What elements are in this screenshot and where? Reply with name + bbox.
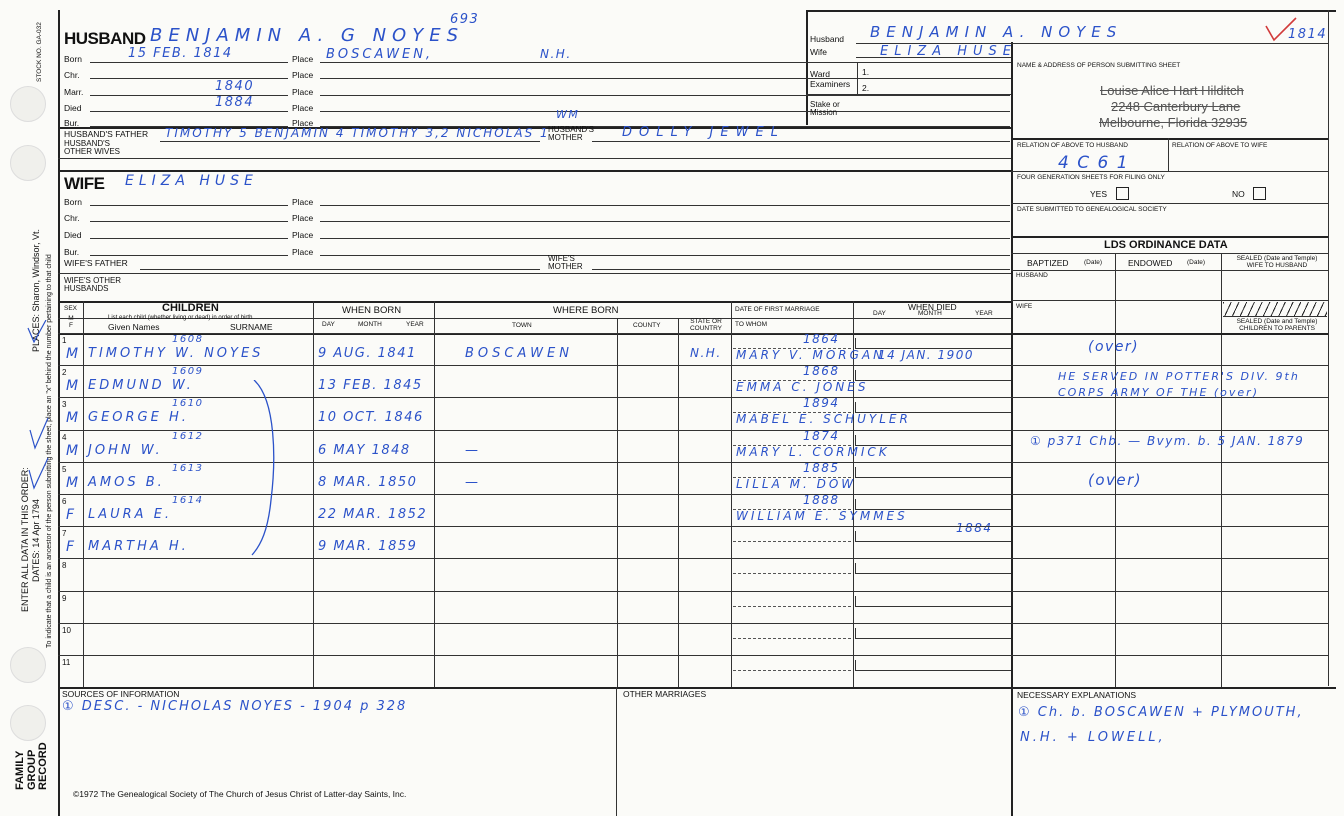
child-name: AMOS B. xyxy=(88,475,165,490)
sealed-wife-header: SEALED (Date and Temple) WIFE TO HUSBAND xyxy=(1236,255,1318,269)
r-husband-label: Husband xyxy=(810,34,845,44)
state-country-header: STATE OR COUNTRY xyxy=(689,318,723,332)
child-born: 9 AUG. 1841 xyxy=(318,346,417,361)
child-town: — xyxy=(465,475,482,490)
hw-note-served: HE SERVED IN POTTER'S DIV. 9th CORPS ARMY OF THE (over) xyxy=(1058,370,1300,399)
year-header: YEAR xyxy=(406,321,424,328)
child-sex: F xyxy=(66,539,76,555)
place-label: Place xyxy=(292,54,314,64)
lds-ordinance-heading: LDS ORDINANCE DATA xyxy=(1104,239,1228,251)
child-row-line xyxy=(58,655,1011,656)
child-marriage-dash xyxy=(733,638,851,639)
four-gen-label: FOUR GENERATION SHEETS FOR FILING ONLY xyxy=(1017,174,1165,181)
child-number: 1 xyxy=(62,336,67,345)
child-born: 10 OCT. 1846 xyxy=(318,410,424,425)
ward-label: Ward xyxy=(810,69,830,79)
hw-wm-note: WM xyxy=(556,108,580,121)
hw-note-p371: ① p371 Chb. — Bvym. b. 5 JAN. 1879 xyxy=(1030,434,1305,448)
necessary-explanations-label: NECESSARY EXPLANATIONS xyxy=(1017,690,1137,700)
child-town: BOSCAWEN xyxy=(465,346,573,361)
child-marriage-year: 1888 xyxy=(803,493,840,507)
hw-relation: 4 C 6 1 xyxy=(1058,153,1130,173)
child-died-tick xyxy=(855,338,856,348)
child-died-tick xyxy=(855,531,856,541)
punch-hole xyxy=(10,86,46,122)
child-spouse: WILLIAM E. SYMMES xyxy=(736,509,908,523)
child-name: EDMUND W. xyxy=(88,378,194,393)
child-died-tick xyxy=(855,402,856,412)
lds-husband-label: HUSBAND xyxy=(1016,272,1048,279)
punch-hole xyxy=(10,145,46,181)
stake-label: Stake or Mission xyxy=(810,100,840,118)
child-died: 1884 xyxy=(956,521,993,535)
child-born: 13 FEB. 1845 xyxy=(318,378,423,393)
to-whom-header: TO WHOM xyxy=(735,321,768,328)
child-id: 1608 xyxy=(172,334,204,345)
day-header: DAY xyxy=(322,321,335,328)
child-sex: M xyxy=(66,378,80,394)
endowed-date-header: (Date) xyxy=(1187,259,1206,266)
hw-born-state: N.H. xyxy=(540,47,572,61)
red-checkmark xyxy=(1264,16,1298,47)
child-number: 6 xyxy=(62,497,67,506)
relation-wife-label: RELATION OF ABOVE TO WIFE xyxy=(1172,142,1268,149)
when-died-header: WHEN DIED xyxy=(908,302,957,312)
child-name: MARTHA H. xyxy=(88,539,189,554)
family-group-record: FAMILY GROUP RECORD xyxy=(14,742,50,790)
r-wife-label: Wife xyxy=(810,47,827,57)
date-submitted-label: DATE SUBMITTED TO GENEALOGICAL SOCIETY xyxy=(1017,206,1167,213)
children-header: CHILDREN xyxy=(162,302,219,314)
sealed-hatch xyxy=(1223,302,1327,317)
child-id: 1613 xyxy=(172,463,204,474)
mf-header: M F xyxy=(68,315,74,329)
examiners-label: Examiners xyxy=(810,79,851,89)
husband-died-label: Died xyxy=(64,103,82,113)
child-id: 1612 xyxy=(172,431,204,442)
examiner-2-label: 2. xyxy=(862,83,870,93)
submitter-name: Louise Alice Hart Hilditch xyxy=(1100,83,1244,98)
husbands-mother-label: HUSBAND'S MOTHER xyxy=(548,125,594,143)
lds-wife-label: WIFE xyxy=(1016,303,1033,310)
child-row-line xyxy=(58,558,1011,559)
name-address-label: NAME & ADDRESS OF PERSON SUBMITTING SHEET xyxy=(1017,62,1181,69)
place-label: Place xyxy=(292,230,314,240)
hw-wife-name: ELIZA HUSE xyxy=(125,173,258,189)
child-died-line xyxy=(855,380,1011,381)
child-died-line xyxy=(855,638,1011,639)
lds-row-line xyxy=(1011,494,1328,495)
place-label: Place xyxy=(292,213,314,223)
other-marriages-label: OTHER MARRIAGES xyxy=(623,689,707,699)
child-name: JOHN W. xyxy=(88,443,163,458)
child-row-line xyxy=(58,526,1011,527)
hw-note-over-1: (over) xyxy=(1088,339,1140,355)
child-number: 10 xyxy=(62,626,71,635)
place-label: Place xyxy=(292,70,314,80)
child-number: 5 xyxy=(62,465,67,474)
child-died-line xyxy=(855,541,1011,542)
child-died-tick xyxy=(855,628,856,638)
no-label: NO xyxy=(1232,189,1245,199)
lds-row-line xyxy=(1011,365,1328,366)
hw-r-husband: BENJAMIN A. NOYES xyxy=(870,23,1123,41)
wifes-other-husbands-label: WIFE'S OTHER HUSBANDS xyxy=(64,276,122,294)
hw-explanations-2: N.H. + LOWELL, xyxy=(1020,730,1166,745)
child-sex: F xyxy=(66,507,76,523)
child-died-tick xyxy=(855,435,856,445)
copyright-text: ©1972 The Genealogical Society of The Church of Jesus Christ of Latter-day Saints, Inc. xyxy=(73,789,407,799)
husband-marr-label: Marr. xyxy=(64,87,84,97)
child-died-tick xyxy=(855,596,856,606)
surname-header: SURNAME xyxy=(230,322,273,332)
yes-checkbox[interactable] xyxy=(1116,187,1129,200)
child-sex: M xyxy=(66,410,80,426)
examiner-1-label: 1. xyxy=(862,67,870,77)
child-died-tick xyxy=(855,370,856,380)
child-died-line xyxy=(855,412,1011,413)
month-header: MONTH xyxy=(358,321,382,328)
lds-row-line xyxy=(1011,623,1328,624)
hw-explanations-1: ① Ch. b. BOSCAWEN + PLYMOUTH, xyxy=(1018,705,1304,720)
lds-row-line xyxy=(1011,655,1328,656)
hw-born-place: BOSCAWEN, xyxy=(326,47,434,62)
died-month-header: MONTH xyxy=(918,310,942,317)
child-state: N.H. xyxy=(690,346,722,360)
child-number: 3 xyxy=(62,400,67,409)
child-born: 8 MAR. 1850 xyxy=(318,475,418,490)
county-header: COUNTY xyxy=(633,322,661,329)
child-died-line xyxy=(855,477,1011,478)
child-marriage-year: 1874 xyxy=(803,429,840,443)
hw-bracket xyxy=(246,380,286,565)
child-died-line xyxy=(855,445,1011,446)
child-marriage-year: 1885 xyxy=(803,461,840,475)
lds-row-line xyxy=(1011,558,1328,559)
submitter-city: Melbourne, Florida 32935 xyxy=(1099,115,1248,130)
child-died-line xyxy=(855,670,1011,671)
child-spouse: MARY V. MORGAN xyxy=(736,348,886,362)
where-born-header: WHERE BORN xyxy=(553,305,619,316)
submitter-street: 2248 Canterbury Lane xyxy=(1111,99,1241,114)
died-day-header: DAY xyxy=(873,310,886,317)
baptized-date-header: (Date) xyxy=(1084,259,1103,266)
husband-chr-label: Chr. xyxy=(64,70,80,80)
hw-check-marks xyxy=(26,320,56,515)
wife-born-label: Born xyxy=(64,197,82,207)
child-marriage-dash xyxy=(733,573,851,574)
child-died-line xyxy=(855,573,1011,574)
husbands-father-label: HUSBAND'S FATHER xyxy=(64,129,149,139)
yes-label: YES xyxy=(1090,189,1108,199)
child-number: 7 xyxy=(62,529,67,538)
hw-note-over-2: (over) xyxy=(1088,471,1143,489)
child-name: LAURA E. xyxy=(88,507,173,522)
no-checkbox[interactable] xyxy=(1253,187,1266,200)
enter-data-note: ENTER ALL DATA IN THIS ORDER: xyxy=(20,467,30,612)
child-marriage-dash xyxy=(733,380,851,381)
child-died-line xyxy=(855,606,1011,607)
hw-husband-num: 693 xyxy=(450,12,480,27)
indicate-note: To indicate that a child is an ancestor of the person submitting the sheet, place an "x" behind the number pertaining to that child xyxy=(46,254,53,648)
died-year-header: YEAR xyxy=(975,310,993,317)
child-sex: M xyxy=(66,443,80,459)
sources-label: SOURCES OF INFORMATION xyxy=(62,689,180,699)
hw-sources: ① DESC. - NICHOLAS NOYES - 1904 p 328 xyxy=(62,699,408,714)
lds-row-line xyxy=(1011,462,1328,463)
child-marriage-year: 1894 xyxy=(803,396,840,410)
child-number: 2 xyxy=(62,368,67,377)
child-born: 6 MAY 1848 xyxy=(318,443,411,458)
child-marriage-dash xyxy=(733,412,851,413)
child-died-tick xyxy=(855,467,856,477)
child-marriage-dash xyxy=(733,348,851,349)
child-number: 8 xyxy=(62,561,67,570)
child-sex: M xyxy=(66,475,80,491)
child-number: 4 xyxy=(62,433,67,442)
wifes-father-label: WIFE'S FATHER xyxy=(64,258,128,268)
child-died: 14 JAN. 1900 xyxy=(878,348,974,362)
town-header: TOWN xyxy=(512,322,532,329)
child-marriage-dash xyxy=(733,606,851,607)
endowed-header: ENDOWED xyxy=(1128,258,1173,268)
when-born-header: WHEN BORN xyxy=(342,305,402,316)
child-id: 1610 xyxy=(172,398,204,409)
child-marriage-dash xyxy=(733,445,851,446)
hw-born-date: 15 FEB. 1814 xyxy=(128,46,233,61)
stock-number: STOCK NO. GA-032 xyxy=(36,22,43,82)
place-label: Place xyxy=(292,247,314,257)
hw-husband-mother: DOLLY JEWEL xyxy=(622,125,785,140)
place-label: Place xyxy=(292,118,314,128)
place-label: Place xyxy=(292,197,314,207)
date-first-marriage-header: DATE OF FIRST MARRIAGE xyxy=(735,306,820,313)
child-number: 11 xyxy=(62,658,71,667)
child-town: — xyxy=(465,443,482,458)
child-died-line xyxy=(855,348,1011,349)
child-marriage-dash xyxy=(733,477,851,478)
child-row-line xyxy=(58,591,1011,592)
wife-bur-label: Bur. xyxy=(64,247,80,257)
wife-died-label: Died xyxy=(64,230,82,240)
child-row-line xyxy=(58,623,1011,624)
lds-row-line xyxy=(1011,591,1328,592)
wife-chr-label: Chr. xyxy=(64,213,80,223)
child-spouse: EMMA C. JONES xyxy=(736,380,869,394)
wife-heading: WIFE xyxy=(64,174,105,193)
child-name: TIMOTHY W. NOYES xyxy=(88,346,264,361)
child-id: 1609 xyxy=(172,366,204,377)
child-spouse: MARY L. CORMICK xyxy=(736,445,890,459)
child-died-tick xyxy=(855,563,856,573)
baptized-header: BAPTIZED xyxy=(1027,258,1069,268)
child-died-tick xyxy=(855,660,856,670)
child-spouse: LILLA M. DOW xyxy=(736,477,857,491)
hw-died-year: 1884 xyxy=(215,95,255,110)
hw-r-year: 1814 xyxy=(1288,27,1328,42)
child-marriage-year: 1868 xyxy=(803,364,840,378)
punch-hole xyxy=(10,647,46,683)
sealed-children-header: SEALED (Date and Temple) CHILDREN TO PARENTS xyxy=(1236,318,1318,332)
wifes-mother-label: WIFE'S MOTHER xyxy=(548,254,583,272)
dates-example: DATES: 14 Apr 1794 xyxy=(31,499,41,582)
hw-marr-year: 1840 xyxy=(215,79,255,94)
places-example: PLACES: Sharon, Windsor, Vt. xyxy=(31,228,41,352)
child-born: 9 MAR. 1859 xyxy=(318,539,418,554)
place-label: Place xyxy=(292,103,314,113)
child-spouse: MABEL E. SCHUYLER xyxy=(736,412,911,426)
child-marriage-dash xyxy=(733,670,851,671)
sex-header: SEX xyxy=(64,305,78,312)
child-marriage-dash xyxy=(733,541,851,542)
lds-row-line xyxy=(1011,526,1328,527)
lds-row-line xyxy=(1011,430,1328,431)
husband-bur-label: Bur. xyxy=(64,118,80,128)
hw-r-wife: ELIZA HUSE xyxy=(880,44,1017,59)
place-label: Place xyxy=(292,87,314,97)
child-marriage-dash xyxy=(733,509,851,510)
child-born: 22 MAR. 1852 xyxy=(318,507,428,522)
husband-born-label: Born xyxy=(64,54,82,64)
hw-husband-father: TIMOTHY 5 BENJAMIN 4 TIMOTHY 3,2 NICHOLAS 1 xyxy=(165,126,550,140)
children-subheader: List each child (whether living or dead) in order of birth xyxy=(108,315,253,321)
husbands-other-wives-label: HUSBAND'S OTHER WIVES xyxy=(64,139,121,157)
child-number: 9 xyxy=(62,594,67,603)
given-names-header: Given Names xyxy=(108,322,160,332)
husband-heading: HUSBAND xyxy=(64,29,146,48)
hw-husband-name: BENJAMIN A. G NOYES xyxy=(150,25,465,46)
child-id: 1614 xyxy=(172,495,204,506)
child-died-tick xyxy=(855,499,856,509)
child-marriage-year: 1864 xyxy=(803,332,840,346)
relation-husband-label: RELATION OF ABOVE TO HUSBAND xyxy=(1017,142,1128,149)
child-sex: M xyxy=(66,346,80,362)
child-died-line xyxy=(855,509,1011,510)
child-name: GEORGE H. xyxy=(88,410,189,425)
